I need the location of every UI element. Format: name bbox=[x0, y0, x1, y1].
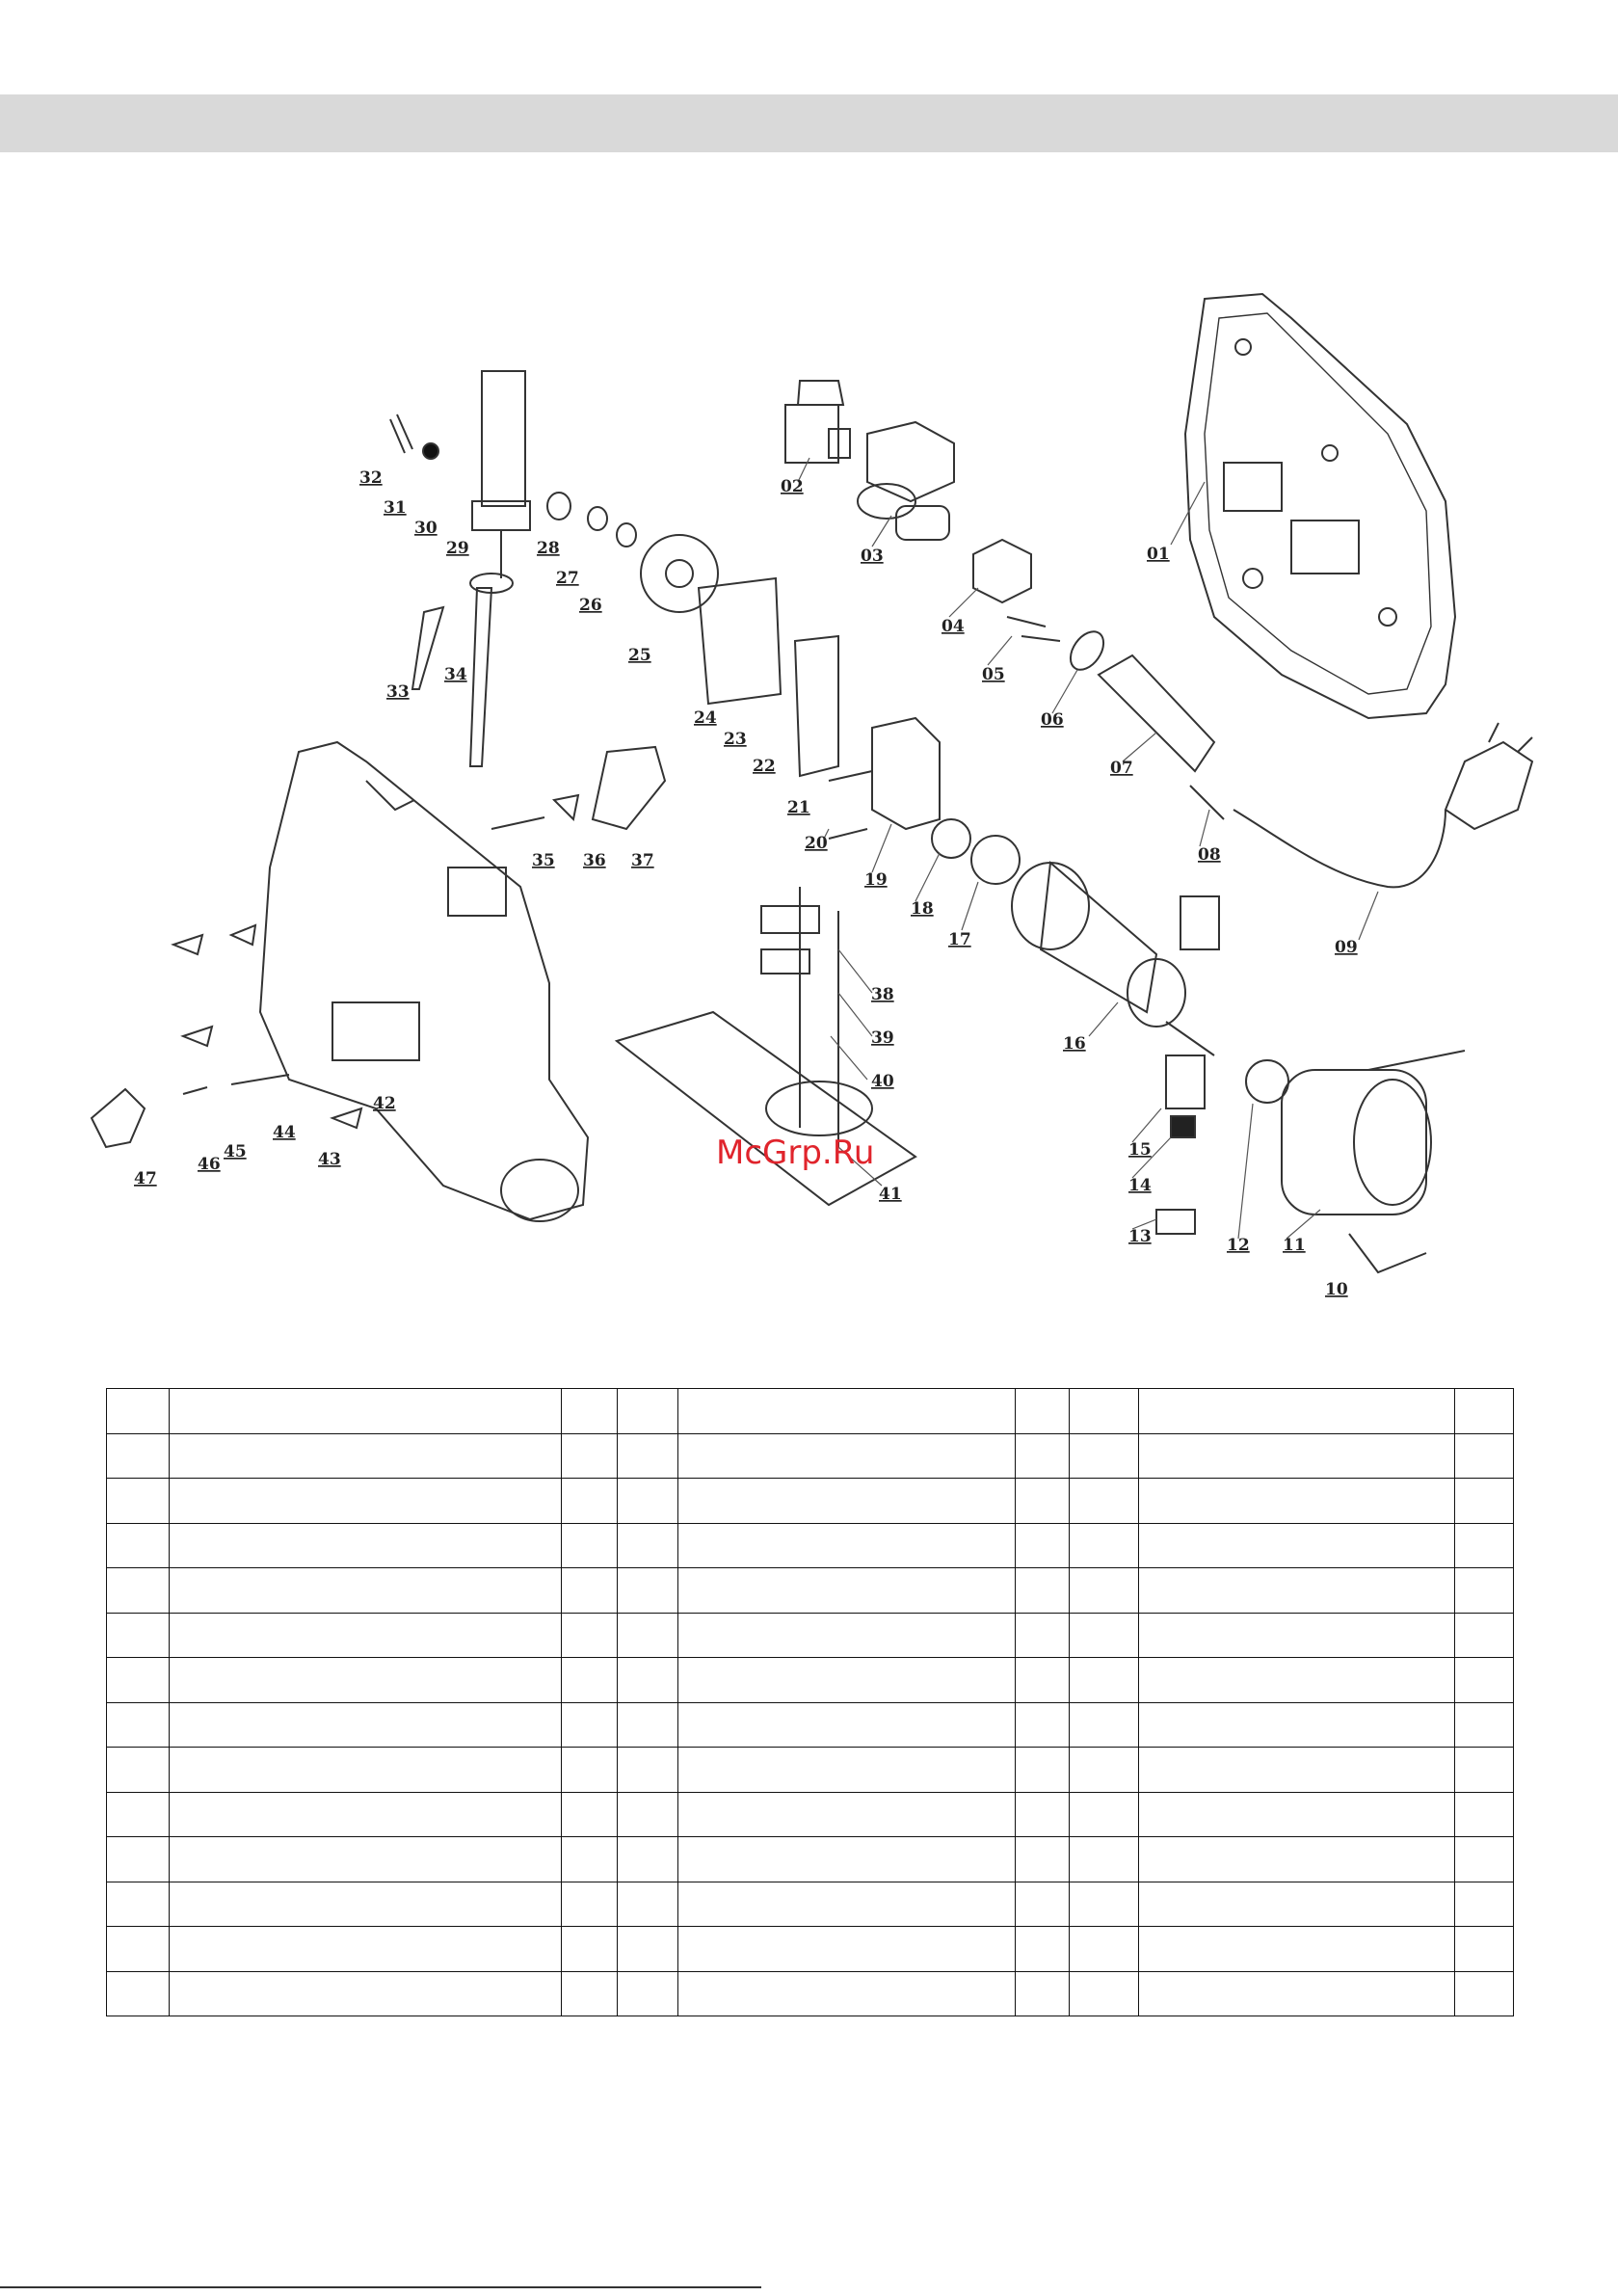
table-cell bbox=[107, 1433, 170, 1479]
table-cell bbox=[170, 1523, 562, 1568]
callout-46: 46 bbox=[198, 1155, 221, 1174]
table-row bbox=[107, 1927, 1514, 1972]
lever-spring-part bbox=[554, 795, 578, 819]
shaft-part bbox=[491, 817, 544, 829]
table-cell bbox=[170, 1702, 562, 1748]
table-cell bbox=[1139, 1523, 1455, 1568]
table-row bbox=[107, 1479, 1514, 1524]
table-cell bbox=[1016, 1882, 1070, 1927]
table-cell bbox=[678, 1792, 1016, 1837]
table-cell bbox=[107, 1882, 170, 1927]
table-cell bbox=[618, 1837, 678, 1882]
table-cell bbox=[1070, 1837, 1139, 1882]
table-cell bbox=[562, 1971, 618, 2016]
table-cell bbox=[1016, 1613, 1070, 1658]
table-cell bbox=[618, 1702, 678, 1748]
table-cell bbox=[1139, 1613, 1455, 1658]
callout-45: 45 bbox=[224, 1142, 247, 1161]
table-cell bbox=[1455, 1658, 1514, 1703]
callout-03: 03 bbox=[861, 547, 884, 566]
callout-26: 26 bbox=[579, 596, 602, 615]
table-cell bbox=[678, 1433, 1016, 1479]
table-cell bbox=[1139, 1702, 1455, 1748]
table-row bbox=[107, 1658, 1514, 1703]
callout-44: 44 bbox=[273, 1123, 296, 1142]
table-cell bbox=[1016, 1837, 1070, 1882]
table-cell bbox=[107, 1658, 170, 1703]
table-row bbox=[107, 1882, 1514, 1927]
table-cell bbox=[618, 1658, 678, 1703]
table-cell bbox=[1455, 1748, 1514, 1793]
callout-24: 24 bbox=[694, 708, 717, 728]
table-cell bbox=[1139, 1433, 1455, 1479]
table-cell bbox=[1016, 1433, 1070, 1479]
table-cell bbox=[170, 1613, 562, 1658]
table-cell bbox=[1455, 1837, 1514, 1882]
bearing-block-part bbox=[858, 422, 954, 540]
callout-06: 06 bbox=[1041, 710, 1064, 730]
table-cell bbox=[1070, 1748, 1139, 1793]
table-cell bbox=[170, 1433, 562, 1479]
table-cell bbox=[678, 1568, 1016, 1614]
callout-18: 18 bbox=[911, 899, 934, 919]
table-cell bbox=[1016, 1792, 1070, 1837]
callout-27: 27 bbox=[556, 569, 579, 588]
table-cell bbox=[678, 1837, 1016, 1882]
table-cell bbox=[1070, 1792, 1139, 1837]
table-cell bbox=[1139, 1971, 1455, 2016]
callout-28: 28 bbox=[537, 539, 560, 558]
table-cell bbox=[618, 1568, 678, 1614]
stator-part bbox=[1282, 1051, 1465, 1272]
callout-40: 40 bbox=[871, 1072, 894, 1091]
table-cell bbox=[1070, 1882, 1139, 1927]
table-cell bbox=[170, 1882, 562, 1927]
table-cell bbox=[1016, 1748, 1070, 1793]
callout-38: 38 bbox=[871, 985, 894, 1004]
callout-07: 07 bbox=[1110, 759, 1133, 778]
table-cell bbox=[562, 1479, 618, 1524]
table-cell bbox=[1070, 1613, 1139, 1658]
table-cell bbox=[1455, 1927, 1514, 1972]
pin-part bbox=[829, 771, 872, 781]
table-cell bbox=[1139, 1882, 1455, 1927]
table-cell bbox=[107, 1389, 170, 1434]
screw-part bbox=[183, 1027, 212, 1046]
table-cell bbox=[618, 1927, 678, 1972]
table-cell bbox=[1016, 1927, 1070, 1972]
table-cell bbox=[1016, 1568, 1070, 1614]
callout-21: 21 bbox=[787, 798, 810, 817]
table-cell bbox=[1139, 1748, 1455, 1793]
callout-31: 31 bbox=[384, 498, 407, 518]
table-cell bbox=[618, 1971, 678, 2016]
bushing-part bbox=[547, 493, 570, 520]
table-cell bbox=[618, 1748, 678, 1793]
table-cell bbox=[618, 1389, 678, 1434]
callout-47: 47 bbox=[134, 1169, 157, 1188]
table-cell bbox=[618, 1882, 678, 1927]
table-cell bbox=[170, 1748, 562, 1793]
clip-part bbox=[588, 507, 607, 530]
pin-part bbox=[829, 829, 867, 839]
callout-19: 19 bbox=[864, 870, 888, 890]
main-gear-part bbox=[641, 535, 718, 612]
table-cell bbox=[1139, 1837, 1455, 1882]
table-cell bbox=[678, 1389, 1016, 1434]
table-cell bbox=[678, 1882, 1016, 1927]
parts-table bbox=[106, 1388, 1514, 2016]
table-cell bbox=[107, 1568, 170, 1614]
table-cell bbox=[1455, 1702, 1514, 1748]
table-cell bbox=[107, 1479, 170, 1524]
table-cell bbox=[1070, 1433, 1139, 1479]
table-cell bbox=[562, 1658, 618, 1703]
callout-01: 01 bbox=[1147, 545, 1170, 564]
plunger-part bbox=[470, 371, 530, 593]
callout-13: 13 bbox=[1128, 1227, 1152, 1246]
table-cell bbox=[562, 1927, 618, 1972]
table-cell bbox=[678, 1613, 1016, 1658]
table-row bbox=[107, 1702, 1514, 1748]
table-cell bbox=[562, 1837, 618, 1882]
table-cell bbox=[678, 1748, 1016, 1793]
callout-09: 09 bbox=[1335, 938, 1358, 957]
table-cell bbox=[562, 1389, 618, 1434]
table-cell bbox=[562, 1523, 618, 1568]
table-cell bbox=[618, 1613, 678, 1658]
table-cell bbox=[1070, 1927, 1139, 1972]
table-cell bbox=[170, 1568, 562, 1614]
table-cell bbox=[1139, 1658, 1455, 1703]
shaft-part bbox=[231, 1075, 289, 1084]
callout-11: 11 bbox=[1283, 1236, 1306, 1255]
blade-clamp-part bbox=[412, 607, 443, 689]
callout-33: 33 bbox=[386, 682, 410, 702]
gear-housing-part bbox=[872, 718, 940, 829]
watermark: McGrp.Ru bbox=[716, 1134, 875, 1172]
table-cell bbox=[1455, 1792, 1514, 1837]
table-cell bbox=[562, 1748, 618, 1793]
table-cell bbox=[1070, 1568, 1139, 1614]
table-cell bbox=[1070, 1389, 1139, 1434]
screw-part bbox=[173, 935, 202, 954]
callout-10: 10 bbox=[1325, 1280, 1348, 1299]
switch-part bbox=[1180, 896, 1219, 949]
table-row bbox=[107, 1523, 1514, 1568]
table-cell bbox=[1016, 1479, 1070, 1524]
table-cell bbox=[562, 1702, 618, 1748]
callout-34: 34 bbox=[444, 665, 467, 684]
cord-clamp-part bbox=[1064, 626, 1110, 676]
callout-36: 36 bbox=[583, 851, 606, 870]
callout-15: 15 bbox=[1128, 1140, 1152, 1160]
table-cell bbox=[1139, 1927, 1455, 1972]
table-cell bbox=[107, 1523, 170, 1568]
callout-08: 08 bbox=[1198, 845, 1221, 865]
callout-37: 37 bbox=[631, 851, 654, 870]
table-cell bbox=[1139, 1479, 1455, 1524]
housing-half-part bbox=[1185, 294, 1455, 718]
table-cell bbox=[1070, 1523, 1139, 1568]
table-cell bbox=[170, 1389, 562, 1434]
washer-part bbox=[932, 819, 970, 858]
table-cell bbox=[170, 1927, 562, 1972]
table-cell bbox=[678, 1702, 1016, 1748]
table-cell bbox=[678, 1523, 1016, 1568]
table-cell bbox=[107, 1927, 170, 1972]
callout-04: 04 bbox=[942, 617, 965, 636]
table-cell bbox=[107, 1702, 170, 1748]
table-row bbox=[107, 1971, 1514, 2016]
table-cell bbox=[618, 1792, 678, 1837]
table-row bbox=[107, 1433, 1514, 1479]
table-cell bbox=[678, 1971, 1016, 2016]
table-cell bbox=[1455, 1971, 1514, 2016]
table-cell bbox=[1070, 1971, 1139, 2016]
callout-32: 32 bbox=[359, 468, 383, 488]
callout-12: 12 bbox=[1227, 1236, 1250, 1255]
callout-05: 05 bbox=[982, 665, 1005, 684]
table-cell bbox=[1070, 1479, 1139, 1524]
table-cell bbox=[1455, 1568, 1514, 1614]
callout-20: 20 bbox=[805, 834, 828, 853]
armature-part bbox=[1012, 863, 1214, 1055]
callout-29: 29 bbox=[446, 539, 469, 558]
table-cell bbox=[1455, 1389, 1514, 1434]
callout-25: 25 bbox=[628, 646, 651, 665]
front-bearing-part bbox=[971, 836, 1020, 884]
knob-part bbox=[92, 1089, 145, 1147]
table-row bbox=[107, 1837, 1514, 1882]
table-cell bbox=[618, 1479, 678, 1524]
table-cell bbox=[107, 1837, 170, 1882]
table-cell bbox=[562, 1613, 618, 1658]
table-cell bbox=[562, 1792, 618, 1837]
callout-43: 43 bbox=[318, 1150, 341, 1169]
table-cell bbox=[1139, 1568, 1455, 1614]
table-cell bbox=[1455, 1613, 1514, 1658]
table-cell bbox=[562, 1568, 618, 1614]
table-cell bbox=[170, 1792, 562, 1837]
rear-bearing-part bbox=[1246, 1060, 1288, 1103]
tool-body-part bbox=[260, 742, 588, 1221]
callout-22: 22 bbox=[753, 757, 776, 776]
table-cell bbox=[562, 1433, 618, 1479]
table-cell bbox=[1455, 1882, 1514, 1927]
blade-guide-part bbox=[593, 747, 665, 829]
table-cell bbox=[1016, 1523, 1070, 1568]
table-row bbox=[107, 1568, 1514, 1614]
cord-guard-part bbox=[1099, 655, 1214, 771]
callout-14: 14 bbox=[1128, 1176, 1152, 1195]
footer-rule bbox=[0, 2286, 761, 2288]
callout-23: 23 bbox=[724, 730, 747, 749]
power-cord-part bbox=[1233, 723, 1532, 887]
felt-part bbox=[423, 443, 438, 459]
callout-42: 42 bbox=[373, 1094, 396, 1113]
table-row bbox=[107, 1389, 1514, 1434]
callout-30: 30 bbox=[414, 519, 438, 538]
guide-plate-part bbox=[795, 636, 838, 776]
table-cell bbox=[107, 1748, 170, 1793]
table-cell bbox=[678, 1927, 1016, 1972]
hex-key-part bbox=[1190, 786, 1224, 819]
table-cell bbox=[1016, 1658, 1070, 1703]
table-cell bbox=[1455, 1433, 1514, 1479]
table-cell bbox=[170, 1658, 562, 1703]
table-cell bbox=[170, 1479, 562, 1524]
spacer-block-part bbox=[973, 540, 1031, 602]
table-cell bbox=[562, 1882, 618, 1927]
table-cell bbox=[107, 1792, 170, 1837]
table-cell bbox=[1016, 1971, 1070, 2016]
table-cell bbox=[1070, 1658, 1139, 1703]
carbon-brush-part bbox=[1171, 1116, 1195, 1137]
table-cell bbox=[107, 1971, 170, 2016]
table-cell bbox=[1455, 1479, 1514, 1524]
table-cell bbox=[1016, 1389, 1070, 1434]
spring-part bbox=[183, 1087, 207, 1094]
table-row bbox=[107, 1792, 1514, 1837]
screw-part bbox=[231, 925, 255, 945]
table-cell bbox=[678, 1658, 1016, 1703]
brush-holder-part bbox=[1166, 1055, 1205, 1108]
callout-41: 41 bbox=[879, 1185, 902, 1204]
table-cell bbox=[1016, 1702, 1070, 1748]
table-cell bbox=[1139, 1389, 1455, 1434]
table-cell bbox=[1455, 1523, 1514, 1568]
table-cell bbox=[618, 1433, 678, 1479]
table-cell bbox=[107, 1613, 170, 1658]
gear-block-part bbox=[785, 381, 850, 463]
screw-part bbox=[332, 1108, 361, 1128]
callout-39: 39 bbox=[871, 1028, 894, 1048]
callout-17: 17 bbox=[948, 930, 971, 949]
callout-16: 16 bbox=[1063, 1034, 1086, 1054]
table-cell bbox=[1070, 1702, 1139, 1748]
main-gear-hub-part bbox=[666, 560, 693, 587]
callout-02: 02 bbox=[781, 477, 804, 496]
spring-part bbox=[390, 414, 412, 453]
blade-part bbox=[470, 588, 491, 766]
screw-pair-part bbox=[1007, 617, 1060, 641]
table-row bbox=[107, 1613, 1514, 1658]
brush-cap-part bbox=[1156, 1210, 1195, 1234]
callout-35: 35 bbox=[532, 851, 555, 870]
table-cell bbox=[170, 1837, 562, 1882]
table-cell bbox=[170, 1971, 562, 2016]
table-cell bbox=[1139, 1792, 1455, 1837]
table-row bbox=[107, 1748, 1514, 1793]
table-cell bbox=[678, 1479, 1016, 1524]
table-cell bbox=[618, 1523, 678, 1568]
ring-part bbox=[617, 523, 636, 547]
